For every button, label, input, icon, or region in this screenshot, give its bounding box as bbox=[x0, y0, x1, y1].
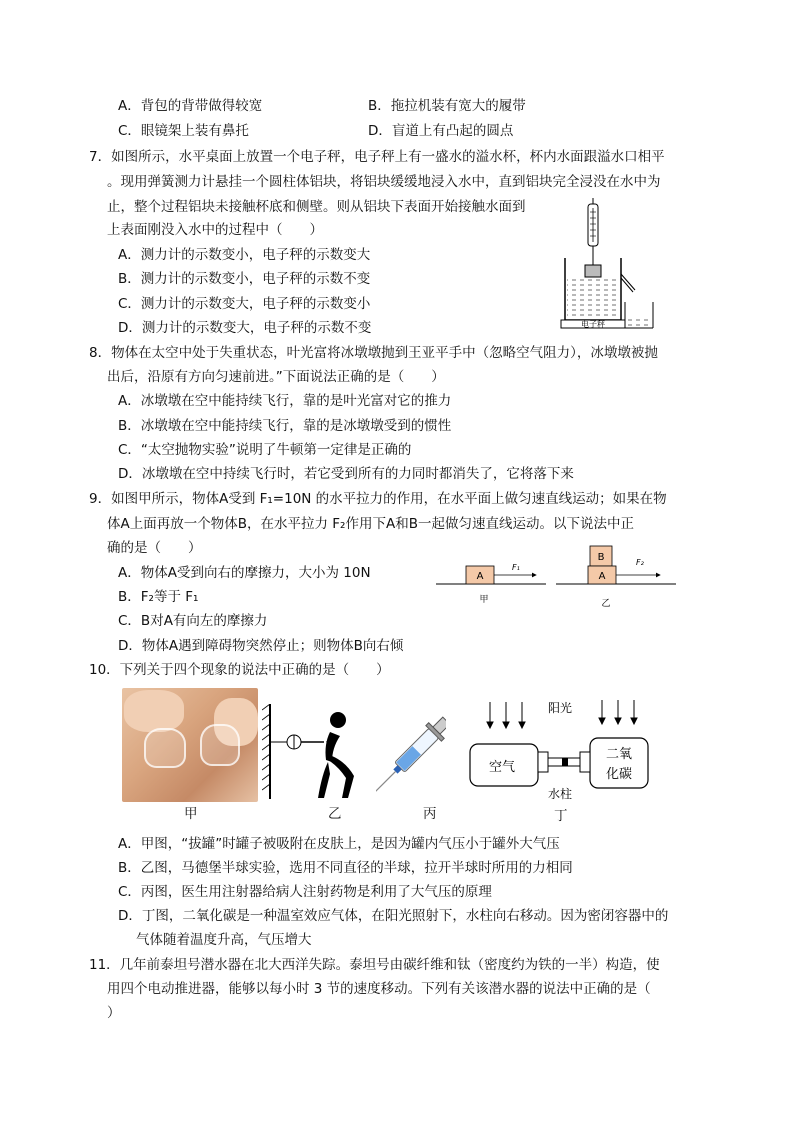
sunlight-arrows-left bbox=[487, 702, 525, 728]
f2-label: F₂ bbox=[636, 558, 644, 567]
connecting-tube bbox=[538, 752, 590, 772]
q10-option-d-line1: D．丁图，二氧化碳是一种温室效应气体，在阳光照射下，水柱向右移动。因为密闭容器中的 bbox=[118, 908, 669, 924]
q8-option-b: B．冰墩墩在空中能持续飞行，靠的是冰墩墩受到的惯性 bbox=[118, 418, 452, 434]
q6-option-a: A．背包的背带做得较宽 bbox=[118, 98, 263, 114]
caption-bing: 丙 bbox=[423, 806, 437, 822]
block-a-label: A bbox=[598, 571, 606, 582]
q8-option-c: C．“太空抛物实验”说明了牛顿第一定律是正确的 bbox=[118, 442, 412, 458]
q7-stem-line2: 。现用弹簧测力计悬挂一个圆柱体铝块，将铝块缓缓地浸入水中，直到铝块完全浸没在水中为 bbox=[107, 174, 661, 190]
q7-option-c: C．测力计的示数变大，电子秤的示数变小 bbox=[118, 296, 371, 312]
q10-option-b: B．乙图，马德堡半球实验，选用不同直径的半球，拉开半球时所用的力相同 bbox=[118, 860, 573, 876]
aluminum-block bbox=[585, 265, 601, 277]
syringe-figure bbox=[376, 710, 446, 802]
q7-stem-line1: 7．如图所示，水平桌面上放置一个电子秤，电子秤上有一盛水的溢水杯，杯内水面跟溢水口相平 bbox=[89, 149, 665, 165]
q6-option-d: D．盲道上有凸起的圆点 bbox=[368, 123, 514, 139]
q11-stem-line2: 用四个电动推进器，能够以每小时 3 节的速度移动。下列有关该潜水器的说法中正确的是（ bbox=[107, 981, 651, 997]
magdeburg-figure bbox=[262, 704, 362, 804]
sunlight-arrows-right bbox=[599, 700, 637, 724]
q8-stem-line1: 8．物体在太空中处于失重状态，叶光富将冰墩墩抛到王亚平手中（忽略空气阻力），冰墩墩被抛 bbox=[89, 345, 658, 361]
caption-ding: 丁 bbox=[554, 808, 568, 824]
q8-option-d: D．冰墩墩在空中持续飞行时，若它受到所有的力同时都消失了，它将落下来 bbox=[118, 466, 574, 482]
q7-option-d: D．测力计的示数变大，电子秤的示数不变 bbox=[118, 320, 372, 336]
caption-yi: 乙 bbox=[328, 806, 342, 822]
q8-option-a: A．冰墩墩在空中能持续飞行，靠的是叶光富对它的推力 bbox=[118, 393, 452, 409]
sunlight-label: 阳光 bbox=[547, 701, 573, 715]
q6-option-b: B．拖拉机装有宽大的履带 bbox=[368, 98, 526, 114]
person-pulling-icon bbox=[318, 712, 354, 798]
q6-option-c: C．眼镜架上装有鼻托 bbox=[118, 123, 249, 139]
caption-jia: 甲 bbox=[184, 806, 198, 822]
scale-label: 电子秤 bbox=[581, 320, 605, 329]
co2-label-2: 化碳 bbox=[605, 767, 633, 782]
q9-option-c: C．B对A有向左的摩擦力 bbox=[118, 613, 268, 629]
q10-option-d-line2: 气体随着温度升高，气压增大 bbox=[136, 932, 312, 948]
q9-option-b: B．F₂等于 F₁ bbox=[118, 589, 199, 605]
water-column-label: 水柱 bbox=[547, 787, 573, 801]
syringe-icon bbox=[376, 713, 446, 799]
q7-stem-line4: 上表面刚没入水中的过程中（ ） bbox=[107, 222, 323, 238]
f1-label: F₁ bbox=[512, 563, 520, 572]
q10-option-c: C．丙图，医生用注射器给病人注射药物是利用了大气压的原理 bbox=[118, 884, 492, 900]
q7-figure bbox=[555, 198, 660, 336]
q9-option-d: D．物体A遇到障碍物突然停止；则物体B向右倾 bbox=[118, 638, 404, 654]
q10-stem: 10．下列关于四个现象的说法中正确的是（ ） bbox=[89, 662, 390, 678]
q11-stem-line1: 11．几年前泰坦号潜水器在北大西洋失踪。泰坦号由碳纤维和钛（密度约为铁的一半）构造，使 bbox=[89, 957, 660, 973]
co2-label-1: 二氧 bbox=[605, 747, 633, 762]
q11-stem-line3: ） bbox=[107, 1005, 121, 1021]
q7-option-b: B．测力计的示数变小，电子秤的示数不变 bbox=[118, 271, 371, 287]
q7-option-a: A．测力计的示数变小，电子秤的示数变大 bbox=[118, 247, 371, 263]
cupping-photo bbox=[122, 688, 258, 802]
caption-jia: 甲 bbox=[479, 595, 489, 605]
q10-option-a: A．甲图，“拔罐”时罐子被吸附在皮肤上，是因为罐内气压小于罐外大气压 bbox=[118, 836, 560, 852]
spring-scale-icon bbox=[588, 198, 598, 265]
q8-stem-line2: 出后，沿原有方向匀速前进。”下面说法正确的是（ ） bbox=[107, 369, 445, 385]
block-b-label: B bbox=[597, 552, 605, 563]
q9-figure bbox=[434, 540, 684, 620]
block-a-label: A bbox=[476, 571, 484, 582]
water-column bbox=[562, 758, 568, 766]
small-beaker bbox=[625, 302, 653, 328]
caption-yi: 乙 bbox=[601, 599, 611, 609]
q9-stem-line3: 确的是（ ） bbox=[107, 540, 202, 556]
q9-stem-line2: 体A上面再放一个物体B，在水平拉力 F₂作用下A和B一起做匀速直线运动。以下说法中正 bbox=[107, 516, 634, 532]
q9-stem-line1: 9．如图甲所示，物体A受到 F₁=10N 的水平拉力的作用，在水平面上做匀速直线运动；如果在物 bbox=[89, 491, 667, 507]
q9-option-a: A．物体A受到向右的摩擦力，大小为 10N bbox=[118, 565, 371, 581]
q7-stem-line3: 止，整个过程铝块未接触杯底和侧壁。则从铝块下表面开始接触水面到 bbox=[107, 199, 526, 215]
air-label: 空气 bbox=[488, 760, 516, 775]
greenhouse-figure bbox=[464, 700, 654, 810]
